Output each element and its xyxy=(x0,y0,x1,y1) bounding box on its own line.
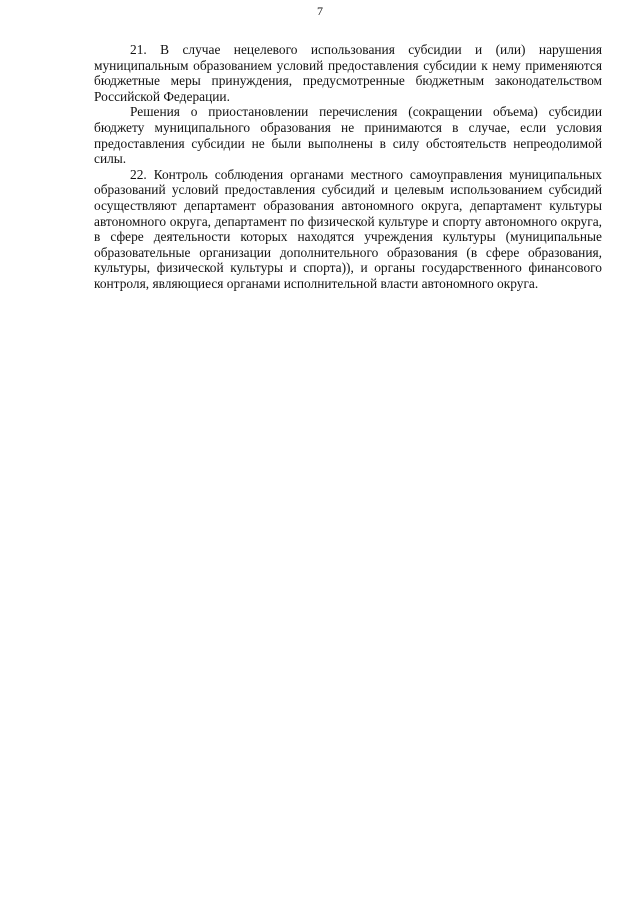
document-body xyxy=(94,42,602,292)
paragraph-21: 21. В случае нецелевого использования субсидии и (или) нарушения муниципальным образованием условий предоставления субсидии к нему применяются бюджетные меры принуждения, предусмотренные бюджетным законодательством Российской Федерации. xyxy=(94,42,602,104)
paragraph-decisions: Решения о приостановлении перечисления (сокращении объема) субсидии бюджету муниципального образования не принимаются в случае, если условия предоставления субсидии не были выполнены в силу обстоятельств непреодолимой силы. xyxy=(94,104,602,167)
paragraph-22: 22. Контроль соблюдения органами местного самоуправления муниципальных образований условий предоставления субсидий и целевым использованием субсидий осуществляют департамент образования автономного округа, департамент культуры автономного округа, департамент по физической культуре и спорту автономного округа, в сфере деятельности которых находятся учреждения культуры (муниципальные образовательные организации дополнительного образования (в сфере образования, культуры, физической культуры и спорта)), и органы государственного финансового контроля, являющиеся органами исполнительной власти автономного округа. xyxy=(94,166,602,291)
page-number: 7 xyxy=(317,4,323,18)
